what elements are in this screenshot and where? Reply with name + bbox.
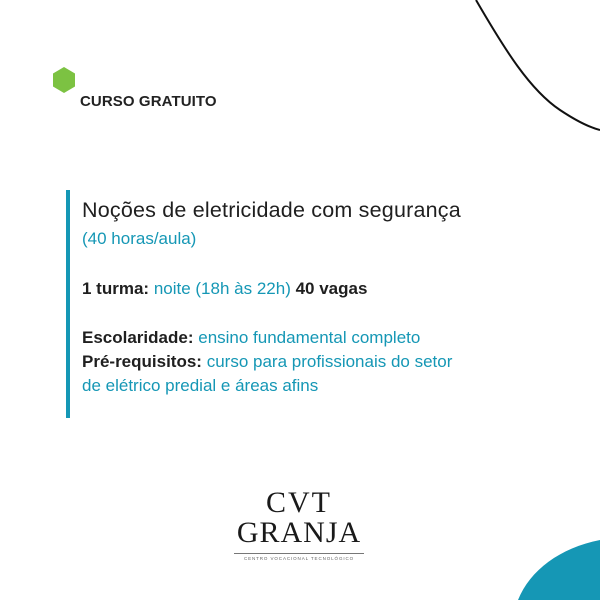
vagas: 40 vagas (295, 279, 368, 298)
turma-label: 1 turma: (82, 279, 150, 298)
logo-line-2: GRANJA (236, 516, 362, 549)
turma-value: noite (18h às 22h) (153, 279, 291, 298)
accent-bar (66, 190, 70, 418)
prerequisitos-label: Pré-requisitos: (82, 352, 202, 371)
prerequisitos-value-1: curso para profissionais do setor (206, 352, 453, 371)
escolaridade-line (82, 326, 592, 350)
hexagon-icon (52, 66, 76, 94)
badge-label: CURSO GRATUITO (80, 93, 217, 110)
logo-line-1: CVT (266, 486, 332, 519)
prerequisitos-value-2: de elétrico predial e áreas afins (82, 376, 319, 395)
course-title: Noções de eletricidade com segurança (82, 198, 461, 222)
turma-line (82, 277, 592, 301)
logo-tagline: CENTRO VOCACIONAL TECNOLÓGICO (234, 553, 364, 561)
cvt-granja-logo (234, 488, 364, 561)
course-info (82, 196, 592, 398)
course-hours: (40 horas/aula) (82, 229, 197, 248)
escolaridade-label: Escolaridade: (82, 328, 194, 347)
prerequisitos-line (82, 350, 592, 374)
escolaridade-value: ensino fundamental completo (198, 328, 421, 347)
